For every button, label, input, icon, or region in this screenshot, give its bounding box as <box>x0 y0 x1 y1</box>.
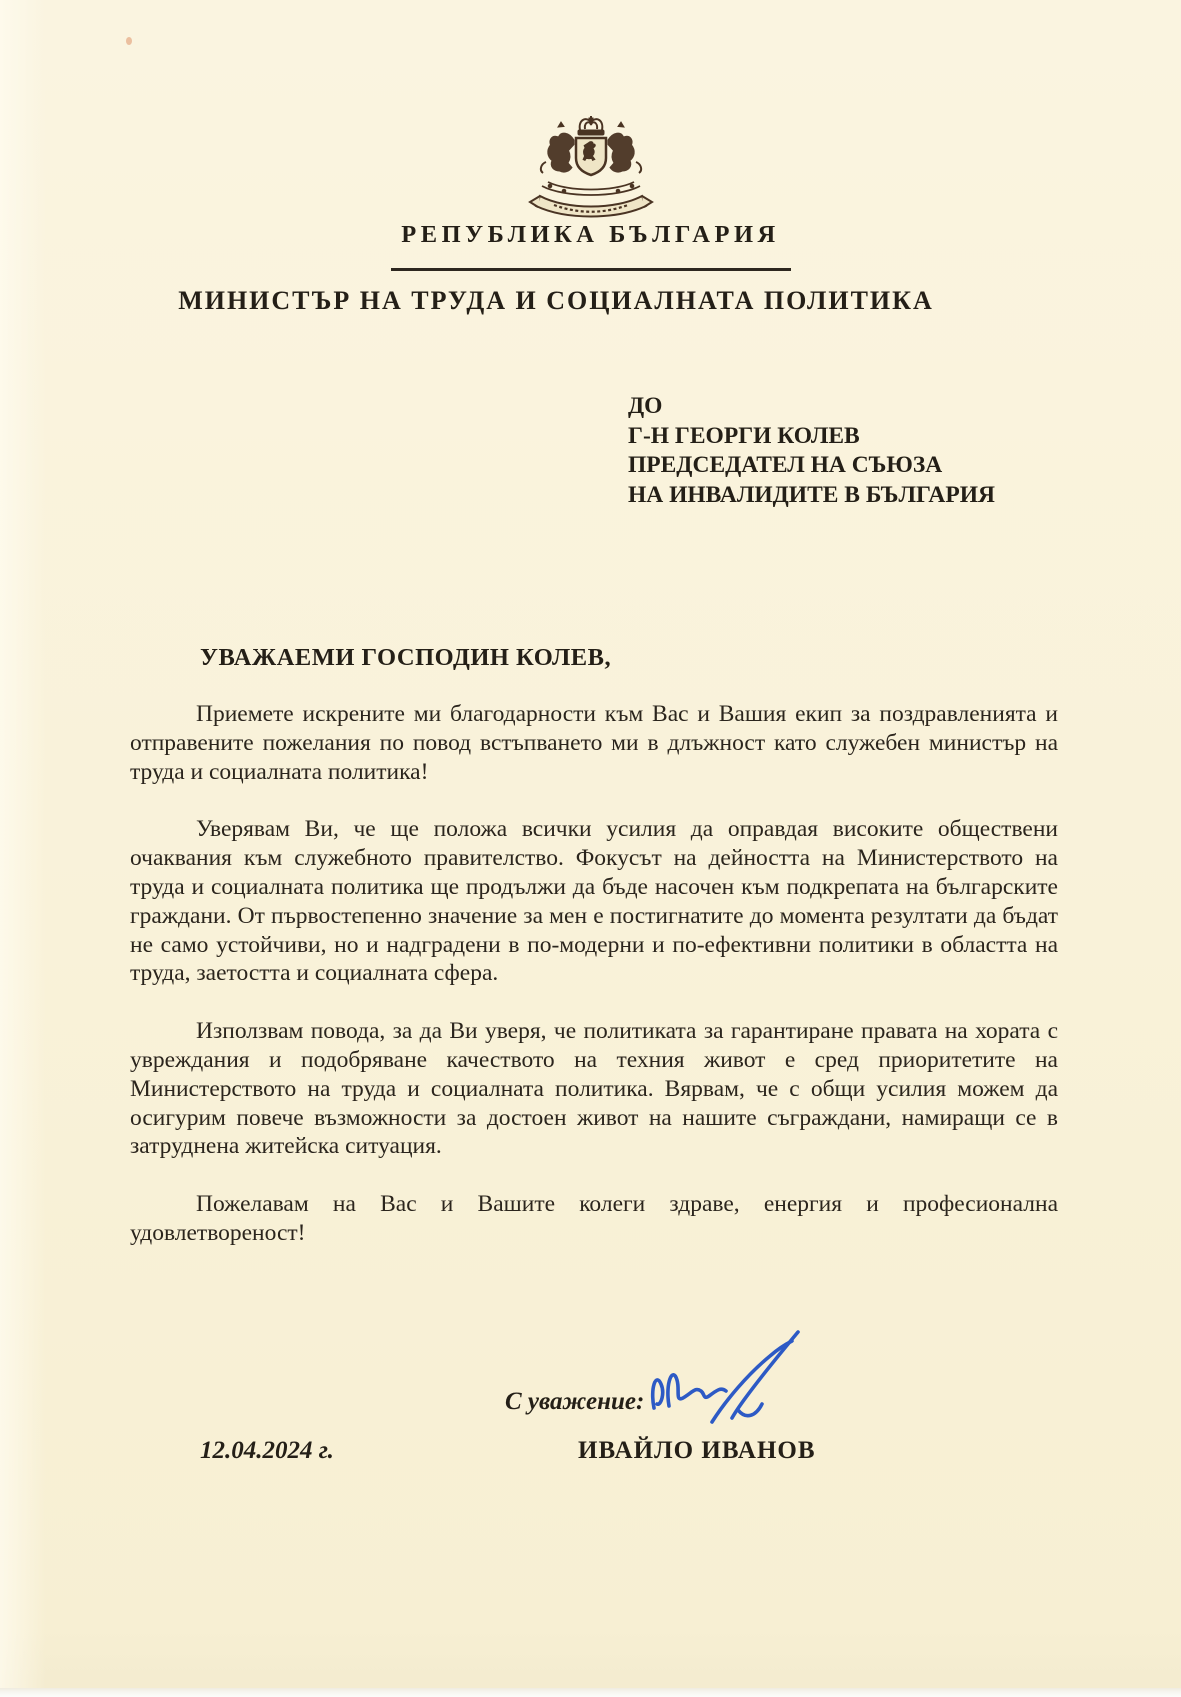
recipient-block <box>628 392 995 510</box>
handwritten-signature <box>640 1322 820 1452</box>
body-paragraph: Пожелавам на Вас и Вашите колеги здраве, енергия и професионална удовлетвореност! <box>130 1191 1058 1246</box>
scan-bottom-edge <box>0 1688 1181 1697</box>
recipient-line: ПРЕДСЕДАТЕЛ НА СЪЮЗА <box>628 452 943 478</box>
signatory-name: ИВАЙЛО ИВАНОВ <box>578 1437 816 1464</box>
recipient-line: ДО <box>628 393 663 419</box>
recipient-line: НА ИНВАЛИДИТЕ В БЪЛГАРИЯ <box>628 481 995 508</box>
body-paragraph: Приемете искрените ми благодарности към Вас и Вашия екип за поздравленията и отправените пожелания по повод встъпването ми в длъжност като служебен министър на труда и социалната политика! <box>130 701 1058 785</box>
republic-title: РЕПУБЛИКА БЪЛГАРИЯ <box>401 221 780 248</box>
letter-body <box>130 700 1058 1277</box>
letter-date: 12.04.2024 г. <box>200 1437 334 1464</box>
scan-artifact-speck <box>126 37 132 45</box>
coat-of-arms-icon <box>524 112 658 228</box>
ministry-title: МИНИСТЪР НА ТРУДА И СОЦИАЛНАТА ПОЛИТИКА <box>178 286 934 315</box>
body-paragraph: Уверявам Ви, че ще положа всички усилия да оправдая високите обществени очаквания към служебното правителство. Фокусът на дейността на Министерството на труда и социалната политика ще продължи да бъде насочен към подкрепата на българските граждани. От първостепенно значение за мен е постигнатите до момента резултати да бъдат не само устойчиви, но и надградени в по-модерни и по-ефективни политики в областта на труда, заетостта и социалната сфера. <box>130 816 1058 987</box>
title-divider-rule <box>391 268 791 271</box>
recipient-line: Г-Н ГЕОРГИ КОЛЕВ <box>628 422 860 449</box>
closing-label: С уважение: <box>505 1388 645 1415</box>
salutation: УВАЖАЕМИ ГОСПОДИН КОЛЕВ, <box>200 644 612 671</box>
body-paragraph: Използвам повода, за да Ви уверя, че политиката за гарантиране правата на хората с увреждания и подобряване качеството на техния живот е сред приоритетите на Министерството на труда и социалната политика. Вярвам, че с общи усилия можем да осигурим повече възможности за достоен живот на нашите съграждани, намиращи се в затруднена житейска ситуация. <box>130 1018 1058 1160</box>
